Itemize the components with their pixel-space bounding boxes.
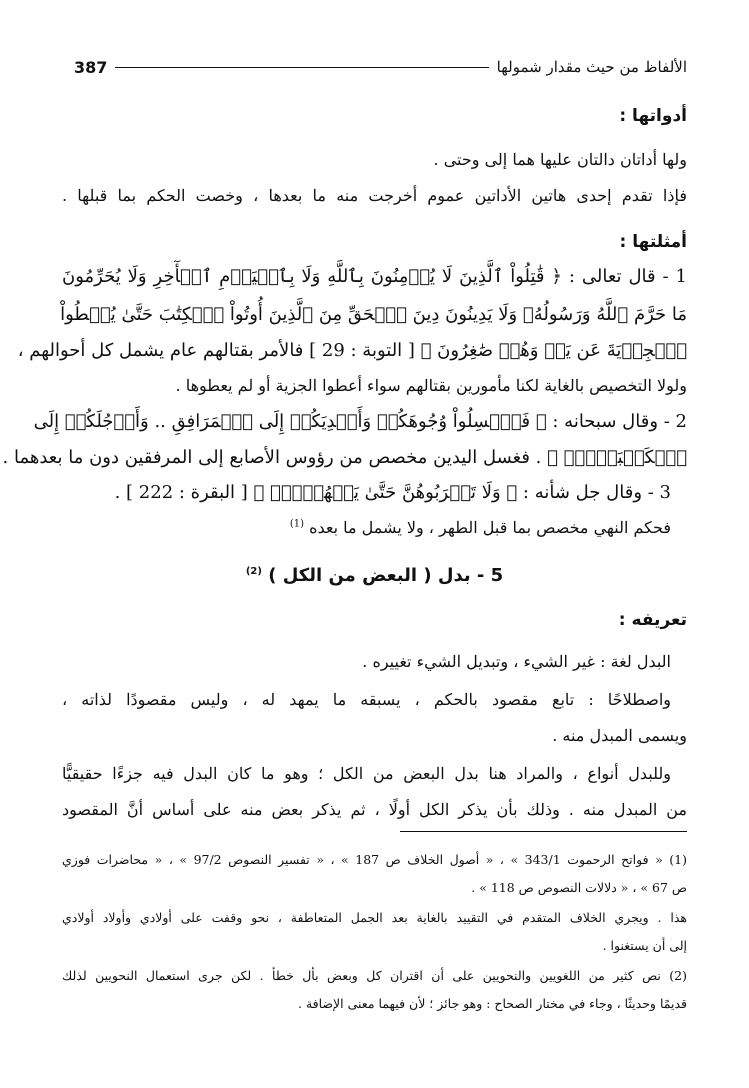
footnote-line: هذا . ويجري الخلاف المتقدم في التقييد بالغاية بعد الجمل المتعاطفة ، نحو وقفت على أولادي وأولاد أولادي — [62, 910, 687, 925]
body-line: ولولا التخصيص بالغاية لكنا مأمورين بقتالهم سواء أعطوا الجزية أو لم يعطوها . — [175, 376, 687, 395]
footnote-ref-2[interactable]: (2) — [245, 566, 262, 577]
body-line: 2 - وقال سبحانه : ﴿ فَٱغۡسِلُواْ وُجُوهَكُمۡ وَأَيۡدِيَكُمۡ إِلَى ٱلۡمَرَافِقِ .. وَأَرۡجُلَكُمۡ إِلَى — [33, 411, 687, 432]
body-line: فإذا تقدم إحدى هاتين الأداتين عموم أخرجت منه ما بعدها ، وخصت الحكم بما قبلها . — [62, 186, 687, 205]
footnote-line: (1) « فواتح الرحموت 343/1 » ، « أصول الخلاف ص 187 » ، « تفسير النصوص 97/2 » ، « محاضرات فوزي — [62, 852, 687, 867]
header-title: الألفاظ من حيث مقدار شمولها — [496, 58, 687, 76]
body-line: من المبدل منه . وذلك بأن يذكر الكل أولًا ، ثم يذكر بعض منه على أساس أنَّ المقصود — [62, 800, 687, 819]
body-line — [62, 518, 671, 537]
running-header — [74, 52, 687, 82]
body-line: ٱلۡكَعۡبَيۡنِۚ ﴾ . فغسل اليدين مخصص من رؤوس الأصابع إلى المرفقين دون ما بعدهما . — [2, 447, 687, 468]
footnote-line: (2) نص كثير من اللغويين والنحويين على أن اقتران كل وبعض بأل خطأ . لكن جرى استعمال النحويين لذلك — [62, 968, 687, 983]
heading-adawatuha: أدواتها : — [619, 106, 687, 126]
footnote-ref-1[interactable]: (1) — [289, 518, 305, 530]
heading-amthilatuha: أمثلتها : — [619, 232, 687, 252]
footnote-line: ص 67 » ، « دلالات النصوص ص 118 » . — [471, 880, 687, 895]
body-line: مَا حَرَّمَ ٱللَّهُ وَرَسُولُهُۥ وَلَا يَدِينُونَ دِينَ ٱلۡحَقِّ مِنَ ٱلَّذِينَ أُوتُواْ ٱلۡكِتَٰبَ حَتَّىٰ يُعۡطُواْ — [60, 304, 687, 325]
body-line: 1 - قال تعالى : ﴿ قَٰتِلُواْ ٱلَّذِينَ لَا يُؤۡمِنُونَ بِٱللَّهِ وَلَا بِٱلۡيَوۡمِ ٱلۡأٓخِرِ وَلَا يُحَرِّمُونَ — [62, 266, 687, 287]
section-title-text: 5 - بدل ( البعض من الكل ) — [268, 565, 504, 586]
footnote-line: إلى أن يستغنوا . — [602, 938, 687, 953]
body-line: ولها أداتان دالتان عليها هما إلى وحتى . — [433, 150, 687, 169]
body-line: ٱلۡجِزۡيَةَ عَن يَدٖ وَهُمۡ صَٰغِرُونَ ﴾ [ التوبة : 29 ] فالأمر بقتالهم عام يشمل كل أحوالهم ، — [17, 340, 687, 361]
footnote-line: قديمًا وحديثًا ، وجاء في مختار الصحاح : وهو جائز ؛ لأن فيهما معنى الإضافة . — [298, 996, 687, 1011]
body-line: وللبدل أنواع ، والمراد هنا بدل البعض من الكل ؛ وهو ما كان البدل فيه جزءًا حقيقيًّا — [62, 764, 671, 783]
heading-tarifuhu: تعريفه : — [618, 610, 687, 630]
section-title — [0, 565, 749, 586]
body-line: واصطلاحًا : تابع مقصود بالحكم ، يسبقه ما يمهد له ، وليس مقصودًا لذاته ، — [62, 690, 671, 709]
body-line: ويسمى المبدل منه . — [552, 726, 687, 745]
header-rule — [115, 67, 488, 68]
body-line: البدل لغة : غير الشيء ، وتبديل الشيء تغييره . — [362, 652, 671, 671]
page-number: 387 — [74, 57, 108, 77]
body-line: 3 - وقال جل شأنه : ﴿ وَلَا تَقۡرَبُوهُنَّ حَتَّىٰ يَطۡهُرۡنَۖ ﴾ [ البقرة : 222 ] . — [114, 482, 671, 503]
footnote-separator — [400, 831, 687, 832]
body-line-text: فحكم النهي مخصص بما قبل الطهر ، ولا يشمل ما بعده — [309, 518, 671, 537]
